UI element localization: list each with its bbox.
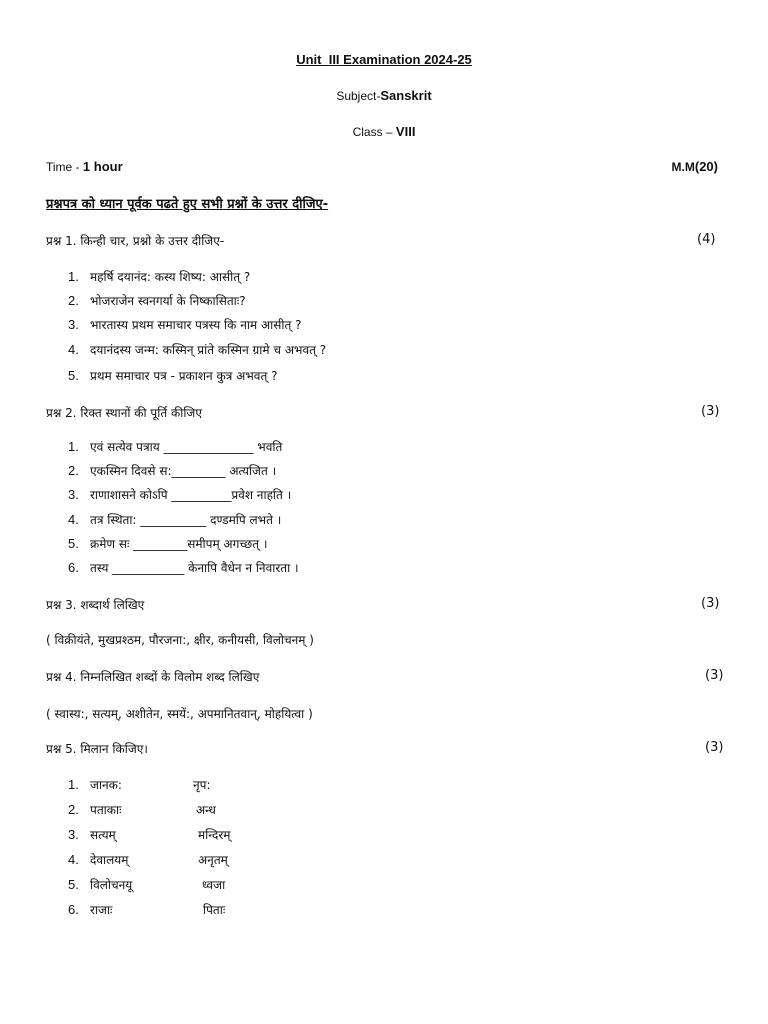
match-right: अनृतम्	[198, 853, 228, 867]
list-item: 2. भोजराजेन स्वनगर्या के निष्कासिताः?	[68, 293, 246, 308]
exam-title	[0, 52, 768, 67]
subject-line	[0, 88, 768, 103]
q3-marks: (3)	[701, 596, 720, 611]
max-marks	[672, 159, 718, 174]
time-line	[46, 159, 123, 174]
q1-heading: प्रश्न 1. किन्ही चार, प्रश्नो के उत्तर दीजिए-	[46, 234, 225, 248]
q3-heading: प्रश्न 3. शब्दार्थ लिखिए	[46, 598, 145, 612]
match-left: पताकाः	[90, 803, 122, 817]
list-item: 1. महर्षि दयानंद: कस्य शिष्य: आसीत् ?	[68, 269, 251, 284]
match-row: 2. पताकाः अन्ध	[68, 802, 216, 817]
q5-heading: प्रश्न 5. मिलान किजिए।	[46, 742, 148, 756]
class-label: Class –	[352, 125, 393, 139]
list-item: 4. तत्र स्थिता: ___________ दण्डमपि लभते ।	[68, 512, 282, 527]
time-value: 1 hour	[82, 159, 123, 174]
match-left: राजाः	[90, 903, 113, 917]
match-left: देवालयम्	[90, 853, 129, 867]
class-value: VIII	[395, 124, 416, 139]
mm-label: M.M	[671, 160, 695, 174]
match-row: 5. विलोचनयू ध्वजा	[68, 877, 226, 892]
match-right: मन्दिरम्	[198, 828, 231, 842]
match-row: 1. जानक: नृप:	[68, 777, 211, 792]
q5-marks: (3)	[705, 740, 724, 755]
match-row: 4. देवालयम् अनृतम्	[68, 852, 228, 867]
list-item: 3. राणाशासने कोऽपि __________प्रवेश नाहति ।	[68, 487, 292, 502]
match-right: अन्ध	[196, 803, 216, 817]
list-item: 6. तस्य ____________ केनापि वैधेन न निवारता ।	[68, 560, 299, 575]
unit-number: III	[328, 52, 340, 67]
instruction: प्रश्नपत्र को ध्यान पूर्वक पढते हुए सभी प्रश्नों के उत्तर दीजिए-	[46, 197, 329, 212]
list-item: 2. एकस्मिन दिवसे स:_________ अत्यजित ।	[68, 463, 277, 478]
class-line	[0, 124, 768, 139]
match-right: नृप:	[193, 778, 211, 792]
q2-marks: (3)	[701, 404, 720, 419]
match-row: 3. सत्यम् मन्दिरम्	[68, 827, 231, 842]
q2-heading: प्रश्न 2. रिक्त स्थानों की पूर्ति कीजिए	[46, 406, 202, 420]
list-item: 1. एवं सत्येव पत्राय _______________ भवति	[68, 439, 283, 454]
match-right: पिताः	[203, 903, 226, 917]
list-item: 5. क्रमेण सः _________समीपम् अगच्छत् ।	[68, 536, 268, 551]
match-left: विलोचनयू	[90, 878, 133, 892]
q3-words: ( विक्रीयंते, मुखप्रश्ठम, पौरजना:, क्षीर, कनीयसी, विलोचनम् )	[46, 633, 314, 647]
match-left: सत्यम्	[90, 828, 116, 842]
match-row: 6. राजाः पिताः	[68, 902, 226, 917]
list-item: 5. प्रथम समाचार पत्र - प्रकाशन कुत्र अभवत् ?	[68, 368, 278, 383]
list-item: 4. दयानंदस्य जन्म: कस्मिन् प्रांते कस्मिन ग्रामे च अभवत् ?	[68, 342, 327, 357]
q1-marks: (4)	[697, 232, 716, 247]
unit-label: Unit	[296, 52, 322, 67]
q4-words: ( स्वास्य:, सत्यम्, अशीतेन, स्मयें:, अपमानितवान्, मोहयित्वा )	[46, 707, 313, 721]
exam-label: Examination 2024-25	[343, 52, 472, 67]
q4-heading: प्रश्न 4. निम्नलिखित शब्दों के विलोम शब्द लिखिए	[46, 670, 260, 684]
mm-value: (20)	[694, 159, 718, 174]
q4-marks: (3)	[705, 668, 724, 683]
subject-value: Sanskrit	[380, 88, 432, 103]
match-left: जानक:	[90, 778, 122, 792]
subject-label: Subject-	[336, 89, 381, 103]
time-label: Time -	[46, 160, 80, 174]
list-item: 3. भारतास्य प्रथम समाचार पत्रस्य कि नाम आसीत् ?	[68, 317, 302, 332]
match-right: ध्वजा	[202, 878, 226, 892]
